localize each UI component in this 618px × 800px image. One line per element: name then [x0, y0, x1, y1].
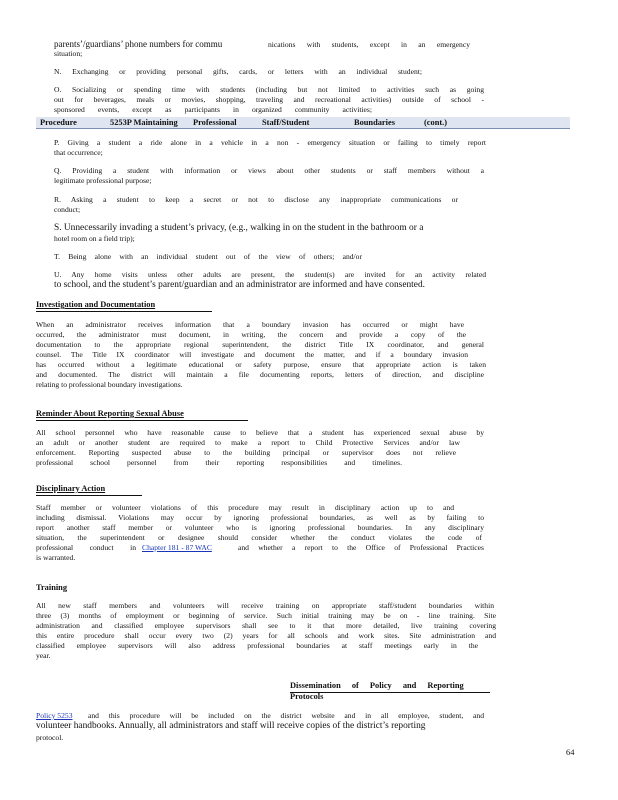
reminder-line-3: enforcement. Reporting suspected abuse to the building principal or supervisor does not relieve [36, 448, 456, 457]
investigation-line-6: and documented. The district will maintain a file documenting reports, letters of direction, and discipline [36, 370, 484, 379]
disciplinary-line-1: Staff member or volunteer violations of this procedure may result in disciplinary action up to and [36, 503, 454, 512]
item-u-line1: U. Any home visits unless other adults are present, the student(s) are invited for an activity related [54, 270, 486, 279]
investigation-line-1: When an administrator receives information that a boundary invasion has occurred or might have [36, 320, 464, 329]
dissemination-line-1: and this procedure will be included on the district website and in all employee, student, and [88, 711, 484, 720]
item-s-line2: hotel room on a field trip); [54, 234, 135, 243]
procedure-title-b: Staff/Student [262, 118, 310, 127]
page-number: 64 [566, 748, 575, 757]
item-r-line1: R. Asking a student to keep a secret or not to disclose any inappropriate communications or [54, 195, 458, 204]
disciplinary-line-3: report another staff member or volunteer who is ignoring professional boundaries. In any disciplinary [36, 523, 484, 532]
item-p-line1: P. Giving a student a ride alone in a vehicle in a non - emergency situation or failing to timely report [54, 138, 486, 147]
procedure-title-a: Professional [193, 118, 237, 127]
training-line-2: three (3) months of employment or beginning of service. Such initial training may be on - line training. Site [36, 611, 496, 620]
reminder-line-1: All school personnel who have reasonable cause to believe that a student has experienced sexual abuse by [36, 428, 484, 437]
item-o-line3: sponsored events, except as participants in organized community activities; [54, 105, 372, 114]
disciplinary-line-5a: professional conduct in [36, 543, 136, 552]
investigation-heading: Investigation and Documentation [36, 300, 156, 309]
investigation-line-4: counsel. The Title IX coordinator will investigate and document the matter, and if a boundary invasion [36, 350, 468, 359]
training-line-6: year. [36, 651, 51, 660]
reminder-heading: Reminder About Reporting Sexual Abuse [36, 409, 184, 418]
procedure-title-c: Boundaries [354, 118, 395, 127]
disciplinary-line-4: situation, the superintendent or designee should consider whether the conduct violates the code of [36, 533, 482, 542]
disciplinary-line-6: is warranted. [36, 553, 76, 562]
policy-5253-link[interactable]: Policy 5253 [36, 711, 73, 720]
investigation-line-3: documentation to the appropriate regional superintendent, the district Title IX coordinator, and general [36, 340, 484, 349]
disciplinary-line-5b: and whether a report to the Office of Professional Practices [238, 543, 484, 552]
item-o-line2: out for beverages, meals or movies, shopping, traveling and recreational activities) outside of school - [54, 95, 484, 104]
item-m-line2: situation; [54, 49, 83, 58]
reminder-line-4: professional school personnel from their reporting responsibilities and timelines. [36, 458, 402, 467]
training-line-1: All new staff members and volunteers will receive training on appropriate staff/student boundaries within [36, 601, 494, 610]
item-o-line1: O. Socializing or spending time with students (including but not limited to activities such as going [54, 85, 484, 94]
reminder-heading-rule [36, 420, 248, 421]
item-r-line2: conduct; [54, 205, 81, 214]
item-n: N. Exchanging or providing personal gifts, cards, or letters with an individual student; [54, 67, 422, 76]
dissemination-line-2: volunteer handbooks. Annually, all administrators and staff will receive copies of the district’s reporting [36, 721, 426, 731]
item-m-line1b: nications with students, except in an emergency [268, 40, 470, 49]
item-s-line1: S. Unnecessarily invading a student’s privacy, (e.g., walking in on the student in the bathroom or a [54, 223, 424, 233]
investigation-line-5: has occurred without a legitimate educational or safety purpose, ensure that appropriate action is taken [36, 360, 486, 369]
disciplinary-line-2: including dismissal. Violations may occur by ignoring professional boundaries, as well as by failing to [36, 513, 484, 522]
procedure-label: Procedure [40, 118, 77, 127]
investigation-heading-rule [36, 311, 212, 312]
dissemination-line-3: protocol. [36, 733, 64, 742]
training-line-4: this entire procedure shall occur every two (2) years for all schools and work sites. Site administration and [36, 631, 496, 640]
investigation-line-7: relating to professional boundary investigations. [36, 380, 183, 389]
reminder-line-2: an adult or another student are required to make a report to Child Protective Services and/or law [36, 438, 460, 447]
disciplinary-heading-rule [36, 495, 142, 496]
wac-chapter-link[interactable]: Chapter 181 - 87 WAC [142, 543, 212, 552]
dissemination-heading: Dissemination of Policy and Reporting [290, 681, 464, 690]
item-q-line1: Q. Providing a student with information or views about other students or staff members without a [54, 166, 484, 175]
dissemination-heading-line2: Protocols [290, 692, 324, 701]
investigation-line-2: occurred, the administrator must document, in writing, the concern and provide a copy of the [36, 330, 466, 339]
training-line-5: classified employee supervisors will also address professional boundaries at staff meetings early in the [36, 641, 478, 650]
item-u-line2: to school, and the student’s parent/guardian and an administrator are informed and have consented. [54, 280, 425, 290]
training-heading: Training [36, 583, 68, 592]
procedure-cont: (cont.) [424, 118, 448, 127]
item-q-line2: legitimate professional purpose; [54, 176, 152, 185]
procedure-number: 5253P Maintaining [110, 118, 178, 127]
procedure-header-band [36, 117, 570, 129]
disciplinary-heading: Disciplinary Action [36, 484, 106, 493]
item-m-line1a: parents’/guardians’ phone numbers for commu [54, 39, 223, 49]
item-t: T. Being alone with an individual student out of the view of others; and/or [54, 252, 362, 261]
item-p-line2: that occurrence; [54, 148, 103, 157]
training-line-3: administration and classified employee supervisors shall see to it that more detailed, live training covering [36, 621, 496, 630]
